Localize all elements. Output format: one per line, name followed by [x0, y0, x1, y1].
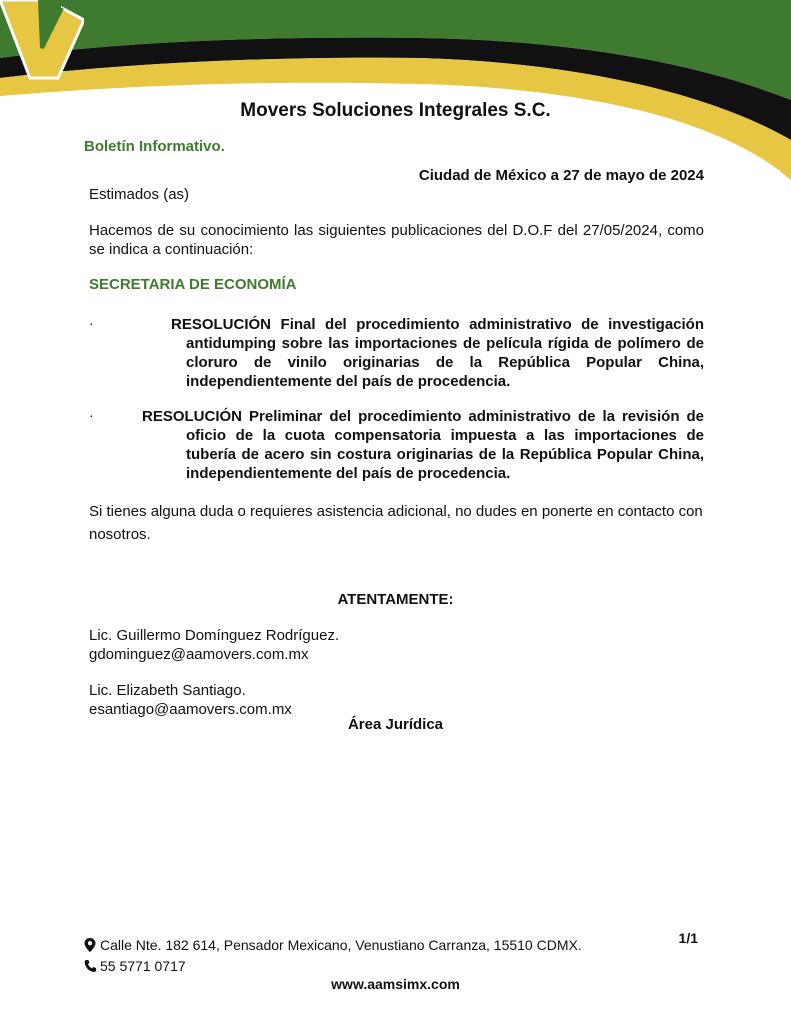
resolution-heading: RESOLUCIÓN	[171, 316, 272, 333]
contact-block	[89, 626, 339, 664]
department-name: Área Jurídica	[347, 716, 444, 733]
resolution-text: Final del procedimiento administrativo de investigación antidumping sobre las importaciones de película rígida de polímero de cloruro de vinilo originarias de la República Popular China, independientemente del país de procedencia.	[186, 316, 704, 390]
resolution-heading: RESOLUCIÓN	[142, 408, 243, 425]
section-title: SECRETARIA DE ECONOMÍA	[89, 276, 297, 293]
sincerely-heading: ATENTAMENTE:	[337, 591, 454, 608]
closing-paragraph: Si tienes alguna duda o requieres asistencia adicional, no dudes en ponerte en contacto con nosotros.	[89, 503, 703, 543]
page-number: 1/1	[678, 930, 698, 946]
phone-text: 55 5771 0717	[100, 958, 186, 974]
bulletin-label: Boletín Informativo.	[84, 138, 225, 155]
footer-phone	[84, 958, 186, 974]
resolution-item	[171, 315, 704, 391]
contact-name: Lic. Elizabeth Santiago.	[89, 682, 246, 699]
company-name: Movers Soluciones Integrales S.C.	[240, 100, 551, 121]
contact-name: Lic. Guillermo Domínguez Rodríguez.	[89, 627, 340, 644]
header-banner	[0, 0, 791, 190]
map-pin-icon	[84, 938, 96, 952]
letter-date: Ciudad de México a 27 de mayo de 2024	[418, 167, 704, 184]
greeting: Estimados (as)	[89, 186, 190, 203]
bullet-marker: ·	[89, 407, 94, 423]
resolution-item	[142, 407, 704, 483]
footer-address	[84, 937, 582, 953]
bullet-marker: ·	[89, 315, 94, 331]
contact-email[interactable]: esantiago@aamovers.com.mx	[89, 701, 292, 718]
phone-icon	[84, 959, 96, 973]
contact-block	[89, 681, 292, 719]
company-logo	[0, 0, 84, 84]
contact-email[interactable]: gdominguez@aamovers.com.mx	[89, 646, 309, 663]
address-text: Calle Nte. 182 614, Pensador Mexicano, Venustiano Carranza, 15510 CDMX.	[100, 937, 582, 953]
footer-website-link[interactable]: www.aamsimx.com	[331, 976, 460, 992]
resolution-text: Preliminar del procedimiento administrativo de la revisión de oficio de la cuota compensatoria impuesta a las importaciones de tubería de acero sin costura originarias de la República Popular China, independientemente del país de procedencia.	[186, 408, 704, 482]
intro-paragraph: Hacemos de su conocimiento las siguientes publicaciones del D.O.F del 27/05/2024, como se indica a continuación:	[89, 222, 704, 258]
